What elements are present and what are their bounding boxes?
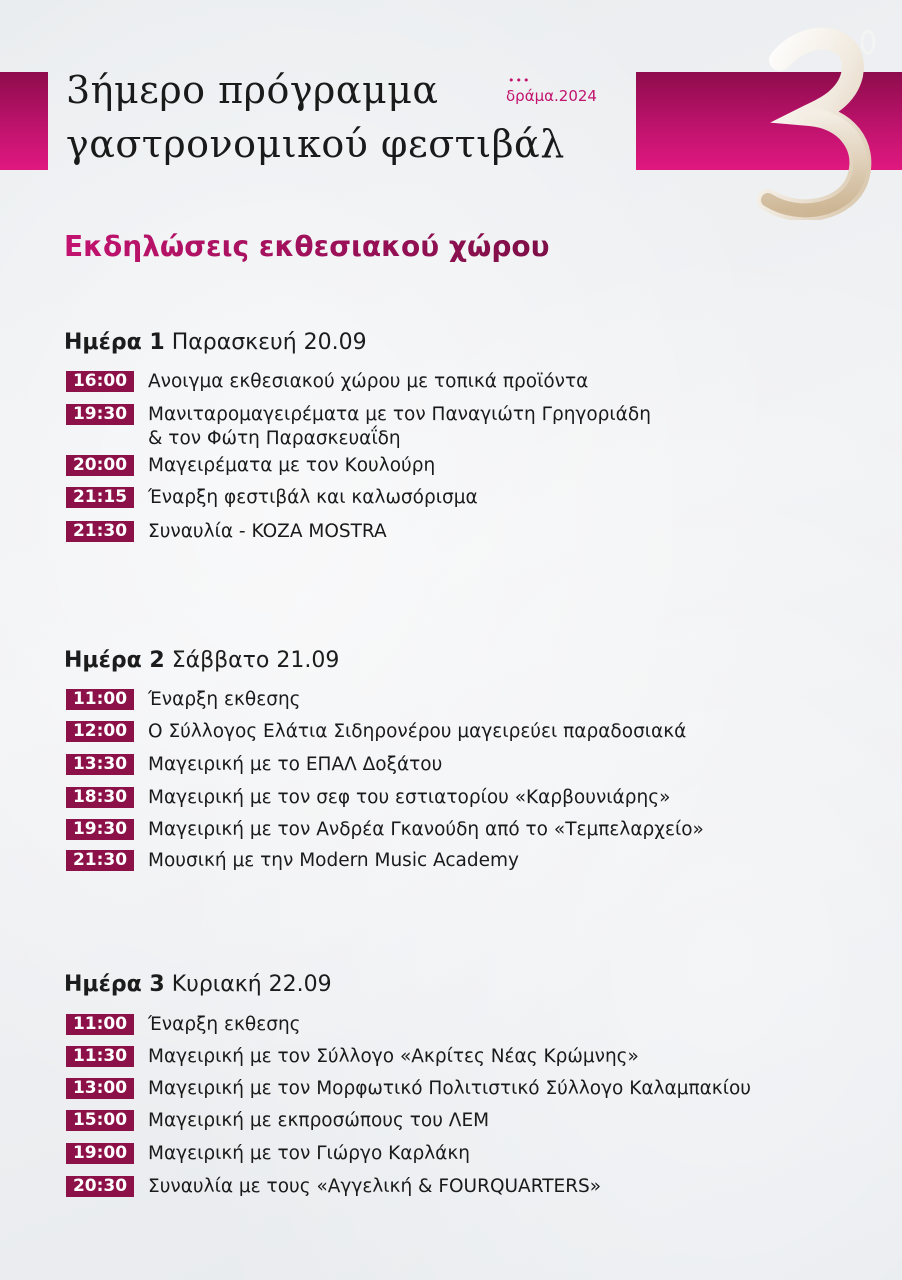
time-badge: 21:15	[66, 487, 134, 508]
day-label: Ημέρα 1	[64, 330, 165, 355]
time-badge: 12:00	[66, 721, 134, 742]
time-badge: 18:30	[66, 787, 134, 808]
time-badge: 13:30	[66, 754, 134, 775]
event-text: Μανιταρομαγειρέματα με τον Παναγιώτη Γρηγοριάδη	[148, 404, 651, 425]
day-label: Ημέρα 2	[64, 648, 165, 673]
time-badge: 21:30	[66, 521, 134, 542]
event-text: Ο Σύλλογος Ελάτια Σιδηρονέρου μαγειρεύει παραδοσιακά	[148, 721, 687, 742]
time-badge: 15:00	[66, 1110, 134, 1131]
event-text: Ανοιγμα εκθεσιακού χώρου με τοπικά προϊόντα	[148, 371, 589, 392]
event-text: Μαγειρική με το ΕΠΑΛ Δοξάτου	[148, 754, 443, 775]
day-label: Ημέρα 3	[64, 972, 165, 997]
day-date: Κυριακή 22.09	[171, 972, 332, 997]
event-text: Μαγειρική με τον Μορφωτικό Πολιτιστικό Σύλλογο Καλαμπακίου	[148, 1078, 751, 1099]
header-band-left	[0, 72, 48, 170]
time-badge: 20:30	[66, 1176, 134, 1197]
event-text: Μαγειρική με εκπροσώπους του ΛΕΜ	[148, 1110, 490, 1131]
day-2-heading	[64, 648, 339, 673]
festival-3-logo	[740, 20, 890, 220]
event-text: Έναρξη εκθεσης	[148, 689, 301, 710]
event-text: Έναρξη φεστιβάλ και καλωσόρισμα	[148, 487, 478, 508]
time-badge: 19:30	[66, 819, 134, 840]
day-date: Σάββατο 21.09	[171, 648, 340, 673]
time-badge: 19:00	[66, 1143, 134, 1164]
brand-dots: •••	[508, 74, 531, 87]
event-text: Μαγειρική με τον Ανδρέα Γκανούδη από το «Τεμπελαρχείο»	[148, 819, 704, 840]
title-line-1: 3ήμερο πρόγραμμα	[66, 68, 439, 112]
event-text: Συναυλία με τους «Αγγελική & FOURQUARTERS»	[148, 1176, 602, 1197]
time-badge: 16:00	[66, 371, 134, 392]
event-text: Έναρξη εκθεσης	[148, 1014, 301, 1035]
event-text: Μουσική με την Modern Music Academy	[148, 850, 519, 871]
event-text: Μαγειρέματα με τον Κουλούρη	[148, 455, 436, 476]
day-1-heading	[64, 330, 367, 355]
section-title: Εκδηλώσεις εκθεσιακού χώρου	[64, 230, 550, 263]
title-line-2: γαστρονομικού φεστιβάλ	[66, 122, 565, 166]
time-badge: 20:00	[66, 455, 134, 476]
brand-label: δράμα.2024	[506, 87, 597, 105]
time-badge: 21:30	[66, 850, 134, 871]
time-badge: 11:00	[66, 1014, 134, 1035]
time-badge: 11:30	[66, 1046, 134, 1067]
time-badge: 13:00	[66, 1078, 134, 1099]
event-text: Συναυλία - KOZA MOSTRA	[148, 521, 387, 542]
event-text: Μαγειρική με τον Σύλλογο «Ακρίτες Νέας Κρώμνης»	[148, 1046, 639, 1067]
time-badge: 19:30	[66, 404, 134, 425]
day-3-heading	[64, 972, 332, 997]
time-badge: 11:00	[66, 689, 134, 710]
event-text: Μαγειρική με τον σεφ του εστιατορίου «Καρβουνιάρης»	[148, 787, 671, 808]
day-date: Παρασκευή 20.09	[171, 330, 367, 355]
event-text-continued: & τον Φώτη Παρασκευαΐδη	[148, 428, 401, 449]
event-text: Μαγειρική με τον Γιώργο Καρλάκη	[148, 1143, 470, 1164]
